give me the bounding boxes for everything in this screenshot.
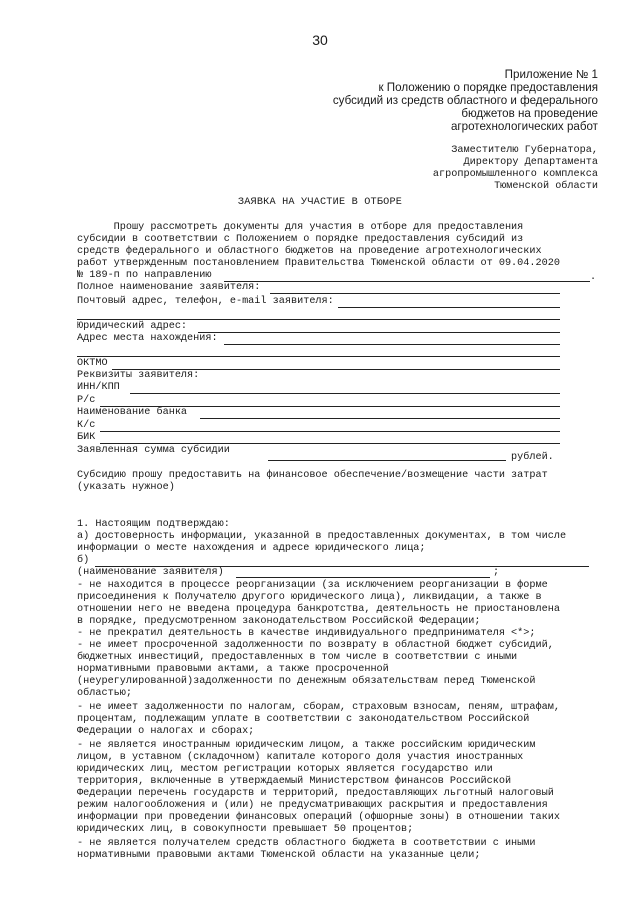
direction-blank-line[interactable] [224,281,590,282]
intro-line-2: субсидии в соответствии с Положением о порядке предоставления субсидий из [77,234,524,245]
bullet-5-line-3: юридических лиц, местом регистрации которых является государство или [77,764,493,775]
addressee-line-4: Тюменской области [494,181,598,192]
postal-label: Почтовый адрес, телефон, e-mail заявителя: [77,296,334,307]
applicant-semicolon: ; [493,567,500,578]
location-field-line-2[interactable] [77,356,560,357]
ks-field[interactable] [100,431,560,432]
postal-field[interactable] [338,307,560,308]
bik-field[interactable] [100,443,560,444]
location-label: Адрес места нахождения: [77,333,218,344]
bullet-3-line-1: - не имеет просроченной задолженности по возврату в областной бюджет субсидий, [77,640,554,651]
location-field[interactable] [224,344,560,345]
bullet-3-line-2: бюджетных инвестиций, предоставленных в том числе в соответствии с иными [77,652,518,663]
period-mark: . [590,272,597,283]
subsidy-request-line-1: Субсидию прошу предоставить на финансовое обеспечение/возмещение части затрат [77,470,548,481]
bik-label: БИК [77,432,96,443]
applicant-caption-line[interactable] [236,577,490,578]
bullet-1-line-4: в порядке, предусмотренном законодательством Российской Федерации; [77,616,481,627]
intro-line-4: работ утвержденным постановлением Правительства Тюменской области от 09.04.2020 [77,258,560,269]
bullet-4-line-2: процентам, подлежащим уплате в соответствии с законодательством Российской [77,714,530,725]
bullet-2-line-1: - не прекратил деятельность в качестве индивидуального предпринимателя <*>; [77,628,536,639]
subsidy-request-line-2: (указать нужное) [77,482,175,493]
intro-line-5: № 189-п по направлению [77,270,212,281]
bullet-5-line-7: информации при проведении финансовых операций (офшорные зоны) в отношении таких [77,812,560,823]
bullet-5-line-2: лицом, в уставном (складочном) капитале которого доля участия иностранных [77,752,524,763]
legal-address-label: Юридический адрес: [77,321,188,332]
bullet-1-line-1: - не находится в процессе реорганизации (за исключением реорганизации в форме [77,580,548,591]
bullet-5-line-5: Федерации перечень государств и территорий, предоставляющих льготный налоговый [77,788,554,799]
bullet-5-line-8: юридических лиц, в совокупности превышает 50 процентов; [77,824,414,835]
addressee-line-2: Директору Департамента [463,157,598,168]
document-title: ЗАЯВКА НА УЧАСТИЕ В ОТБОРЕ [237,197,403,208]
ks-label: К/с [77,420,96,431]
inn-label: ИНН/КПП [77,382,120,393]
appendix-line-3: субсидий из средств областного и федерального [332,94,598,107]
bullet-6-line-2: нормативными правовыми актами Тюменской области на указанные цели; [77,850,481,861]
inn-field[interactable] [130,393,560,394]
page-number: 30 [312,32,328,48]
intro-line-3: средств федерального и областного бюджетов на проведение агротехнологических [77,246,542,257]
appendix-line-1: Приложение № 1 [504,68,598,81]
bullet-3-line-4: (неурегулированной)задолженности по денежным обязательствам перед Тюменской [77,676,536,687]
addressee-line-1: Заместителю Губернатора, [451,145,598,156]
item-a-line-2: информации о месте нахождения и адресе юридического лица; [77,543,426,554]
item-b-label: б) [77,555,90,566]
bullet-3-line-3: нормативными правовыми актами, а также просроченной [77,664,389,675]
bullet-4-line-3: Федерации о налогах и сборах; [77,726,255,737]
item-a-line-1: а) достоверность информации, указанной в предоставленных документах, в том числе [77,531,567,542]
full-name-label: Полное наименование заявителя: [77,282,261,293]
oktmo-label: ОКТМО [77,358,108,369]
bank-field[interactable] [200,418,560,419]
bullet-3-line-5: областью; [77,688,133,699]
bullet-1-line-2: присоединения к Получателю другого юридического лица), ликвидации, а также в [77,592,542,603]
appendix-line-5: агротехнологических работ [450,120,598,133]
appendix-line-2: к Положению о порядке предоставления [378,81,598,94]
currency-label: рублей. [511,452,554,463]
amount-field[interactable] [268,460,506,461]
requisites-label: Реквизиты заявителя: [77,370,200,381]
amount-label: Заявленная сумма субсидии [77,445,230,456]
postal-field-line-2[interactable] [77,319,560,320]
bullet-5-line-4: территория, включенные в утверждаемый Министерством финансов Российской [77,776,512,787]
addressee-line-3: агропромышленного комплекса [432,169,598,180]
appendix-line-4: бюджетов на проведение [461,107,598,120]
full-name-field[interactable] [270,293,560,294]
intro-line-1: Прошу рассмотреть документы для участия в отборе для предоставления [77,222,524,233]
confirm-heading: 1. Настоящим подтверждаю: [77,519,230,530]
legal-address-field[interactable] [198,332,560,333]
rs-label: Р/с [77,395,96,406]
bullet-5-line-1: - не является иностранным юридическим лицом, а также российским юридическим [77,740,536,751]
bullet-4-line-1: - не имеет задолженности по налогам, сборам, страховым взносам, пеням, штрафам, [77,702,560,713]
bullet-5-line-6: режим налогообложения и (или) не предусматривающих раскрытия и предоставления [77,800,548,811]
bank-label: Наименование банка [77,407,188,418]
applicant-caption: (наименование заявителя) [77,567,224,578]
bullet-6-line-1: - не является получателем средств областного бюджета в соответствии с иными [77,838,536,849]
bullet-1-line-3: отношении него не введена процедура банкротства, деятельность не приостановлена [77,604,560,615]
